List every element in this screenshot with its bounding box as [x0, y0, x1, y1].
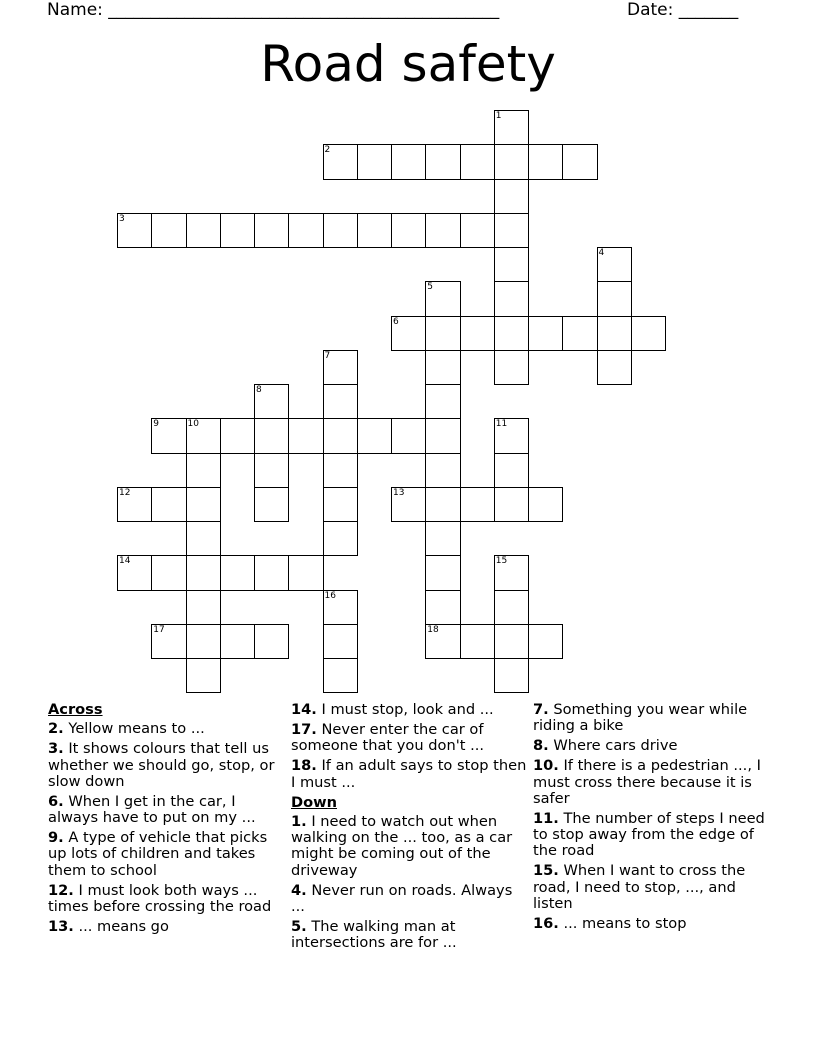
clue-item: [533, 863, 769, 912]
clue-number: 13.: [48, 918, 74, 935]
clue-item: [533, 916, 769, 932]
grid-cell[interactable]: [597, 281, 632, 316]
grid-cell[interactable]: [597, 316, 632, 351]
grid-cell[interactable]: [254, 624, 289, 659]
grid-cell[interactable]: [151, 487, 186, 522]
clue-item: [48, 830, 284, 879]
grid-cell[interactable]: [186, 213, 221, 248]
grid-cell[interactable]: [357, 418, 392, 453]
grid-cell[interactable]: [562, 316, 597, 351]
clue-text: A type of vehicle that picks up lots of children and takes them to school: [48, 829, 268, 879]
clue-text: ... means go: [78, 918, 169, 935]
cell-number: 4: [598, 248, 605, 258]
clue-number: 2.: [48, 720, 64, 738]
grid-cell[interactable]: [494, 144, 529, 179]
clue-number: 12.: [48, 881, 74, 899]
clue-text: When I get in the car, I always have to put on my ...: [48, 792, 256, 827]
clue-number: 6.: [48, 792, 64, 810]
grid-cell[interactable]: [425, 316, 460, 351]
cell-number: 7: [324, 350, 331, 361]
grid-cell[interactable]: [460, 624, 495, 659]
name-field[interactable]: Name: ______________________________________________: [47, 0, 500, 20]
grid-cell[interactable]: [186, 658, 221, 693]
clues-column-3: [533, 702, 769, 936]
grid-cell[interactable]: [494, 590, 529, 625]
clue-number: 9.: [48, 829, 64, 847]
grid-cell[interactable]: [494, 281, 529, 316]
clue-number: 17.: [291, 720, 317, 738]
grid-cell[interactable]: [391, 144, 426, 179]
grid-cell[interactable]: [220, 418, 255, 453]
grid-cell[interactable]: [425, 487, 460, 522]
grid-cell[interactable]: [254, 418, 289, 453]
clue-text: Something you wear while riding a bike: [533, 701, 748, 735]
grid-cell[interactable]: [357, 144, 392, 179]
clue-text: It shows colours that tell us whether we should go, stop, or slow down: [48, 740, 275, 790]
grid-cell[interactable]: [288, 418, 323, 453]
clue-text: Never enter the car of someone that you don't ...: [291, 720, 484, 755]
grid-cell[interactable]: [528, 487, 563, 522]
clue-item: [291, 814, 527, 879]
clue-text: Yellow means to ...: [68, 720, 205, 738]
clue-number: 18.: [291, 757, 317, 775]
cell-number: 8: [256, 385, 262, 395]
clue-number: 16.: [533, 915, 559, 932]
grid-cell[interactable]: [425, 590, 460, 625]
grid-cell[interactable]: [151, 213, 186, 248]
grid-cell[interactable]: [494, 624, 529, 659]
cell-number: 11: [495, 419, 508, 430]
grid-cell[interactable]: [425, 453, 460, 488]
clue-item: [533, 758, 769, 807]
clue-item: [291, 722, 527, 755]
grid-cell[interactable]: [254, 487, 289, 522]
cell-number: 16: [324, 590, 336, 601]
grid-cell[interactable]: [460, 144, 495, 179]
date-field[interactable]: Date: _______: [627, 0, 739, 20]
grid-cell[interactable]: [494, 213, 529, 248]
cell-number: 13: [393, 487, 405, 498]
grid-cell[interactable]: [494, 247, 529, 282]
clue-text: The number of steps I need to stop away from the edge of the road: [533, 809, 765, 860]
grid-cell[interactable]: [425, 350, 460, 385]
clue-text: Where cars drive: [553, 737, 678, 755]
cell-number: 2: [324, 145, 331, 156]
grid-cell[interactable]: [288, 555, 323, 590]
grid-cell[interactable]: [391, 213, 426, 248]
cell-number: 14: [119, 556, 131, 567]
cell-number: 1: [495, 111, 502, 121]
grid-cell[interactable]: [323, 213, 358, 248]
clue-item: [533, 811, 769, 860]
grid-cell[interactable]: [494, 316, 529, 351]
cell-number: 5: [427, 282, 433, 293]
grid-cell[interactable]: [425, 555, 460, 590]
clue-item: [291, 919, 527, 952]
cell-number: 9: [153, 419, 159, 430]
clue-item: [291, 758, 527, 791]
grid-cell[interactable]: [254, 213, 289, 248]
clue-item: [48, 794, 284, 827]
cell-number: 18: [427, 624, 439, 635]
grid-cell[interactable]: [186, 555, 221, 590]
clue-item: [291, 883, 527, 916]
grid-cell[interactable]: [597, 350, 632, 385]
clue-text: If there is a pedestrian ..., I must cross there because it is safer: [533, 757, 761, 807]
cell-number: 12: [119, 487, 131, 498]
grid-cell[interactable]: [254, 453, 289, 488]
grid-cell[interactable]: [494, 179, 529, 214]
clue-item: [533, 738, 769, 754]
clue-text: If an adult says to stop then I must ...: [291, 757, 527, 791]
grid-cell[interactable]: [528, 316, 563, 351]
grid-cell[interactable]: [186, 590, 221, 625]
grid-cell[interactable]: [460, 487, 495, 522]
clues-column-1: [48, 702, 284, 939]
clue-number: 15.: [533, 862, 559, 880]
clue-text: I must look both ways ... times before crossing the road: [48, 881, 272, 916]
clue-text: I must stop, look and ...: [321, 701, 494, 718]
grid-cell[interactable]: [220, 213, 255, 248]
cell-number: 15: [495, 556, 508, 567]
grid-cell[interactable]: [494, 350, 529, 385]
clue-text: I need to watch out when walking on the ... too, as a car might be coming out of the driveway: [291, 812, 513, 879]
across-heading: Across: [48, 701, 103, 718]
down-heading: Down: [291, 793, 338, 811]
grid-cell[interactable]: [186, 521, 221, 556]
clue-number: 3.: [48, 740, 64, 758]
grid-cell[interactable]: [220, 555, 255, 590]
grid-cell[interactable]: [528, 624, 563, 659]
grid-cell[interactable]: [460, 316, 495, 351]
clue-item: [48, 919, 284, 935]
grid-cell[interactable]: [186, 487, 221, 522]
grid-cell[interactable]: [631, 316, 666, 351]
grid-cell[interactable]: [323, 624, 358, 659]
grid-cell[interactable]: [151, 555, 186, 590]
clue-number: 4.: [291, 881, 307, 899]
clue-number: 11.: [533, 809, 559, 827]
clue-text: When I want to cross the road, I need to stop, ..., and listen: [533, 862, 746, 913]
grid-cell[interactable]: [494, 487, 529, 522]
grid-cell[interactable]: [425, 418, 460, 453]
clue-number: 7.: [533, 701, 549, 718]
grid-cell[interactable]: [425, 384, 460, 419]
grid-cell[interactable]: [425, 521, 460, 556]
grid-cell[interactable]: [323, 521, 358, 556]
clue-number: 8.: [533, 737, 549, 755]
clue-number: 14.: [291, 701, 317, 718]
clue-item: [291, 702, 527, 718]
grid-cell[interactable]: [323, 487, 358, 522]
grid-cell[interactable]: [323, 658, 358, 693]
grid-cell[interactable]: [425, 213, 460, 248]
clue-number: 10.: [533, 757, 559, 775]
clue-text: The walking man at intersections are for ...: [291, 918, 457, 952]
clue-text: Never run on roads. Always ...: [291, 881, 513, 916]
grid-cell[interactable]: [186, 624, 221, 659]
grid-cell[interactable]: [528, 144, 563, 179]
grid-cell[interactable]: [391, 418, 426, 453]
grid-cell[interactable]: [288, 213, 323, 248]
cell-number: 10: [187, 419, 199, 430]
clue-number: 1.: [291, 812, 307, 830]
page-title: Road safety: [260, 35, 556, 93]
clue-item: [48, 721, 284, 737]
grid-cell[interactable]: [494, 658, 529, 693]
grid-cell[interactable]: [254, 555, 289, 590]
grid-cell[interactable]: [460, 213, 495, 248]
clue-item: [533, 702, 769, 735]
cell-number: 17: [153, 624, 165, 635]
grid-cell[interactable]: [494, 453, 529, 488]
clue-number: 5.: [291, 918, 307, 935]
grid-cell[interactable]: [425, 144, 460, 179]
grid-cell[interactable]: [323, 453, 358, 488]
cell-number: 6: [393, 316, 399, 327]
clues-column-2: [291, 702, 527, 955]
clue-item: [48, 741, 284, 790]
cell-number: 3: [119, 213, 125, 224]
grid-cell[interactable]: [562, 144, 597, 179]
clue-item: [48, 883, 284, 916]
grid-cell[interactable]: [357, 213, 392, 248]
grid-cell[interactable]: [220, 624, 255, 659]
clue-text: ... means to stop: [563, 915, 687, 932]
grid-cell[interactable]: [186, 453, 221, 488]
grid-cell[interactable]: [323, 384, 358, 419]
grid-cell[interactable]: [323, 418, 358, 453]
